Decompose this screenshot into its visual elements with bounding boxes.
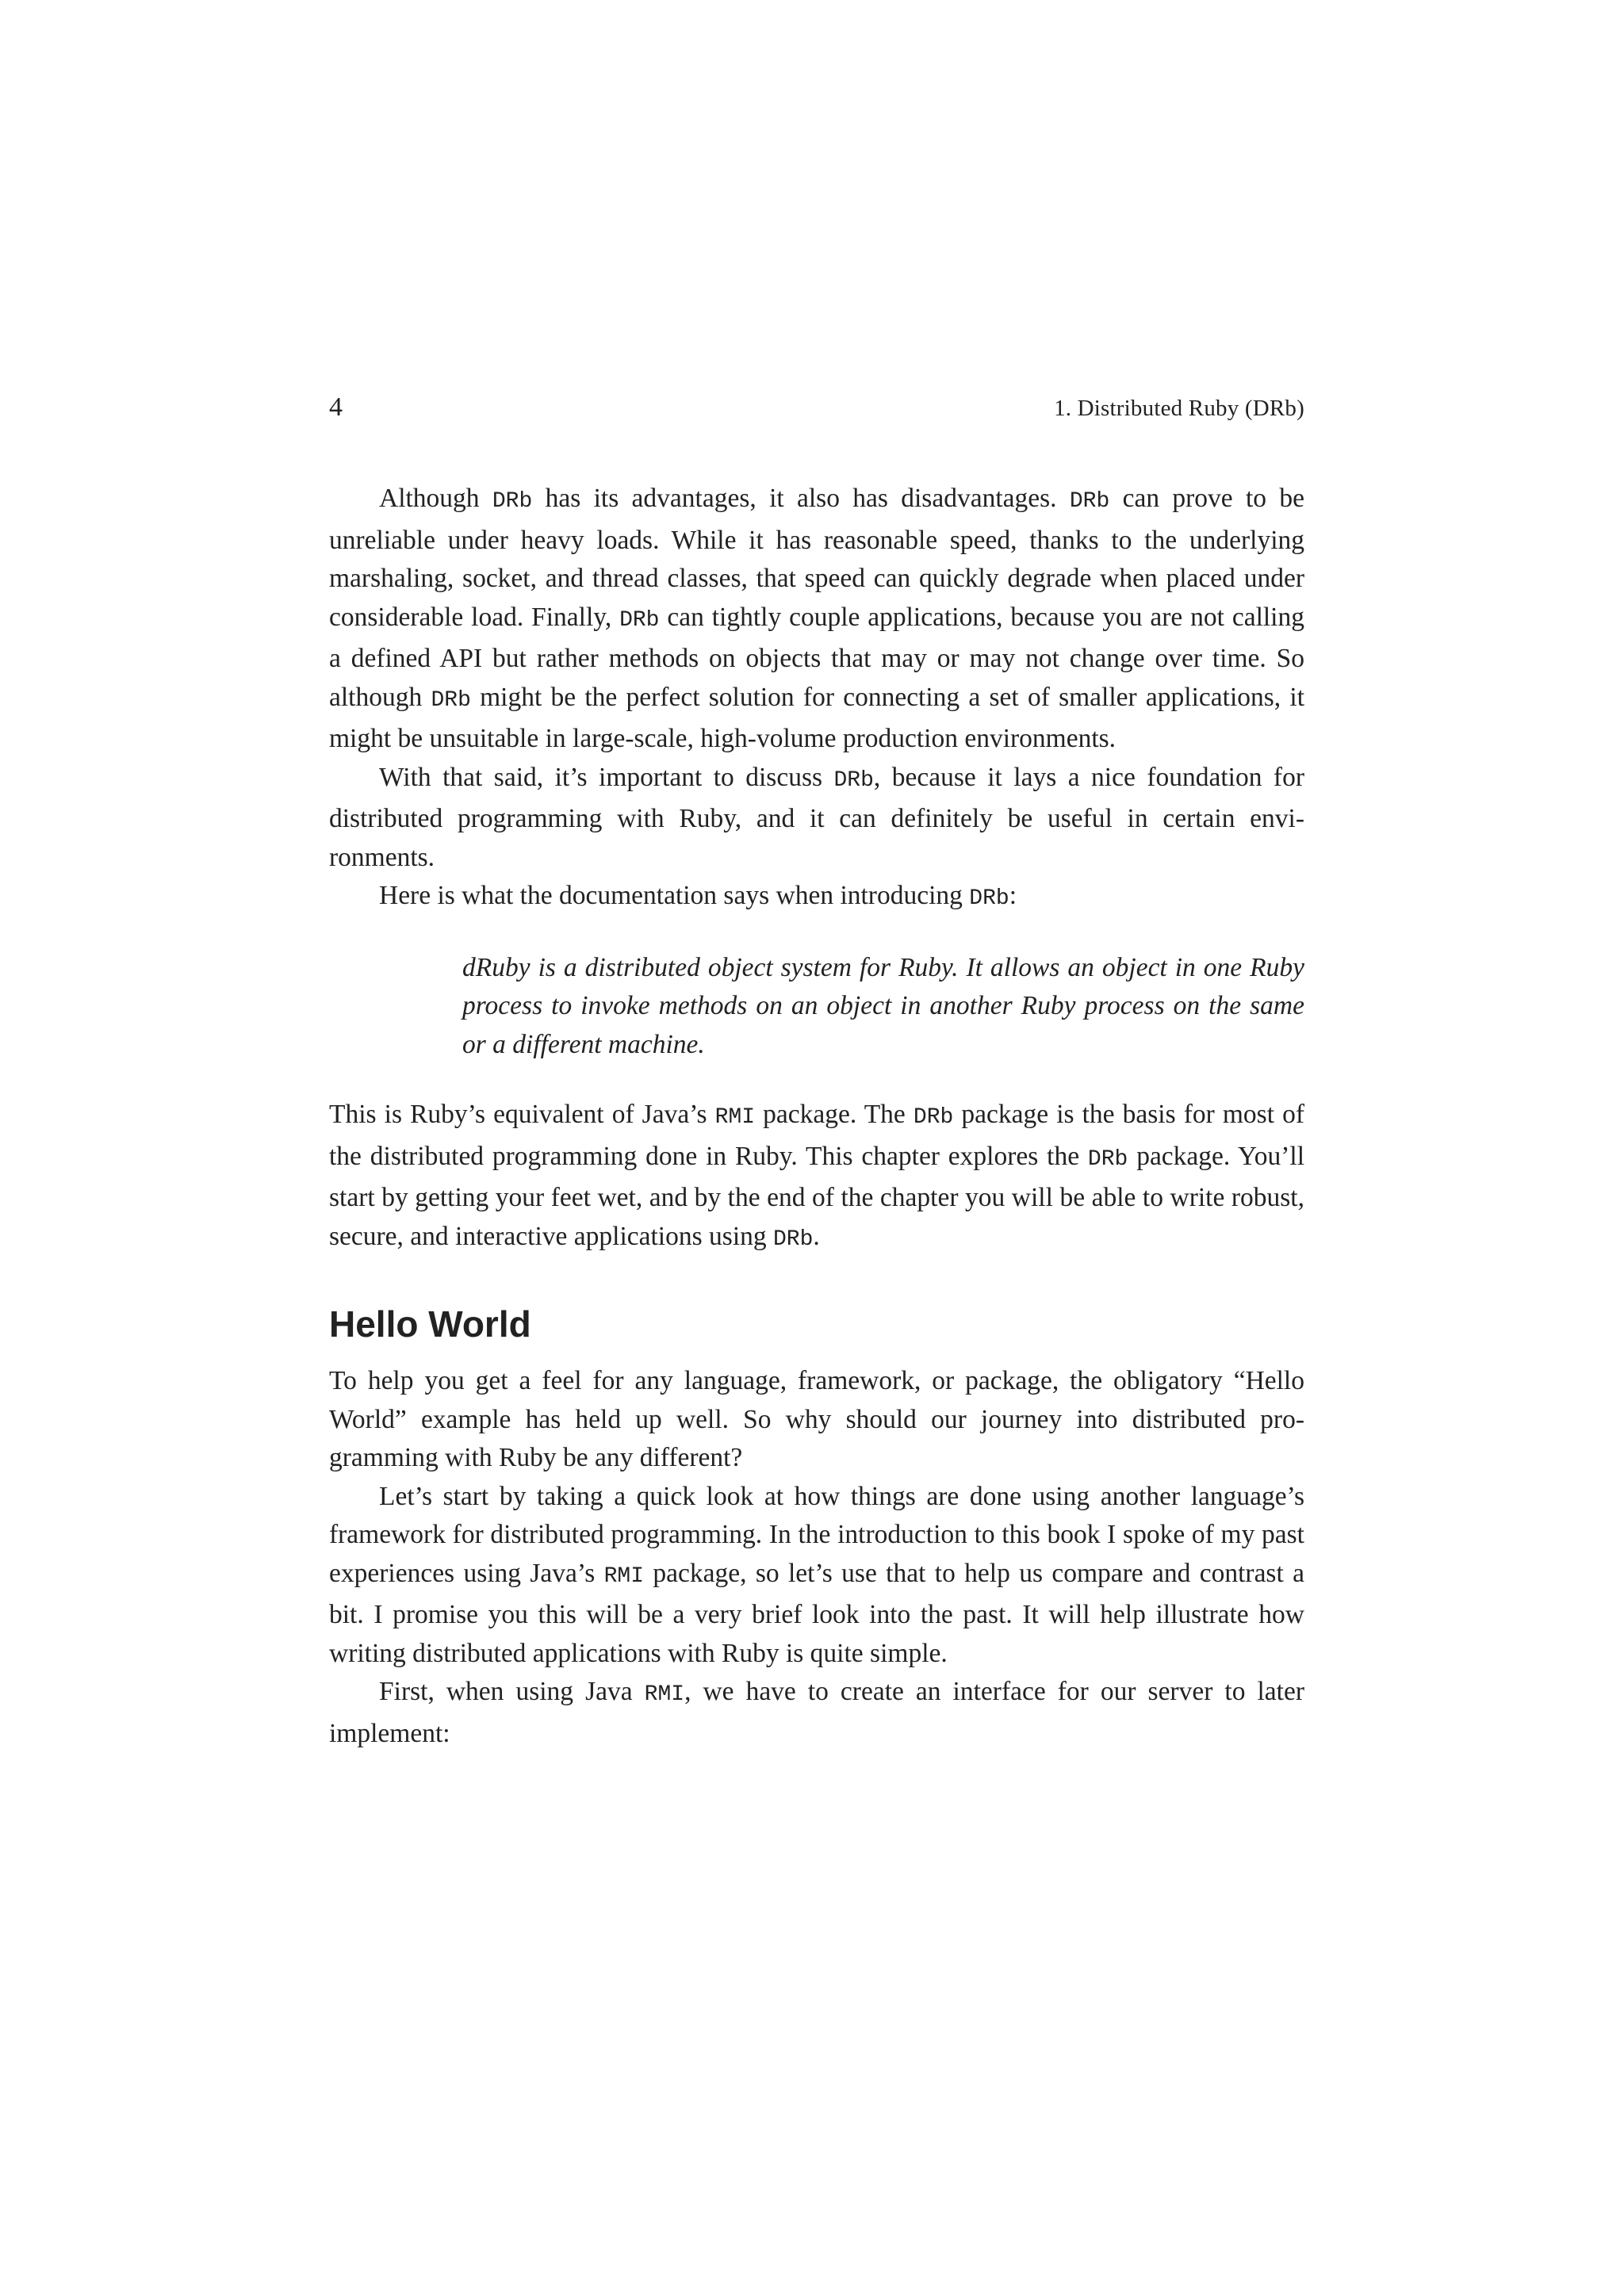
paragraph-rmi-equivalent [329, 1096, 1304, 1259]
text-run: , we have to create an interface for our server to later implement: [329, 1677, 1305, 1748]
text-run: can tightly couple applications, because you are not calling a defined API but rather methods on objects that may or may not change over time. So although [329, 602, 1304, 712]
text-run: package, so let’s use that to help us compare and contrast a bit. I promise you this will be a very brief look into the past. It will help illustrate how writing distributed applications with Ruby is quite simple. [329, 1558, 1304, 1668]
text-run: has its advantages, it also has disadvantages. [532, 484, 1070, 513]
page-number: 4 [329, 392, 343, 422]
paragraph-java-interface [329, 1673, 1304, 1753]
text-run: package. The [755, 1100, 914, 1129]
code-term: DRb [773, 1226, 814, 1252]
text-run: can prove to be unreliable under heavy loads. While it has reasonable speed, thanks to the underlying marshaling, socket, and thread classes, that speed can quickly degrade when placed under considerable load. Finally, [329, 484, 1304, 632]
text-run: : [1009, 881, 1017, 910]
code-term: DRb [492, 489, 533, 514]
code-term: DRb [619, 607, 660, 633]
text-run: package is the basis for most of the distributed programming done in Ruby. This chapter explores the [329, 1100, 1304, 1171]
running-head [329, 392, 1304, 440]
documentation-quote: dRuby is a distributed object system for Ruby. It allows an object in one Ruby process to invoke methods on an object in another Ruby process on the same or a different machine. [462, 952, 1304, 1059]
text-run: With that said, it’s important to discuss [379, 762, 834, 792]
section-heading-hello-world: Hello World [329, 1303, 531, 1345]
code-term: DRb [913, 1105, 954, 1130]
text-run: , because it lays a nice foundation for distributed programming with Ruby, and it can definitely be useful in certain envi-ronments. [329, 762, 1304, 872]
code-term: DRb [833, 767, 874, 793]
code-term: RMI [714, 1105, 756, 1130]
text-run: . [813, 1221, 820, 1251]
paragraph-documentation-intro [329, 877, 1304, 919]
text-run: package. You’ll start by getting your feet wet, and by the end of the chapter you will be able to write robust, secure, and interactive applications using [329, 1141, 1304, 1251]
code-term: RMI [644, 1682, 685, 1707]
text-run: Let’s start by taking a quick look at how things are done using another language’s framework for distributed programming. In the introduction to this book I spoke of my past experiences using Java’s [329, 1481, 1304, 1588]
text-run: might be the perfect solution for connecting a set of smaller applications, it might be unsuitable in large-scale, high-volume production environments. [329, 682, 1305, 753]
chapter-title: 1. Distributed Ruby (DRb) [1054, 396, 1304, 421]
paragraph-foundation [329, 759, 1304, 878]
code-term: DRb [1087, 1146, 1128, 1172]
text-run: Here is what the documentation says when introducing [379, 881, 970, 910]
paragraph-java-comparison [329, 1478, 1304, 1674]
code-term: DRb [1069, 489, 1110, 514]
text-run: This is Ruby’s equivalent of Java’s [329, 1100, 715, 1129]
code-term: RMI [603, 1563, 645, 1589]
paragraph-disadvantages [329, 480, 1304, 759]
text-run: Although [379, 484, 492, 513]
text-run: First, when using Java [379, 1677, 645, 1706]
code-term: DRb [431, 687, 471, 713]
book-page [329, 392, 1304, 1753]
paragraph-hello-world-intro: To help you get a feel for any language, framework, or package, the obligatory “Hello World” example has held up well. So why should our journey into distributed pro-gramming with Ruby be any different? [329, 1366, 1304, 1472]
code-term: DRb [969, 886, 1009, 911]
